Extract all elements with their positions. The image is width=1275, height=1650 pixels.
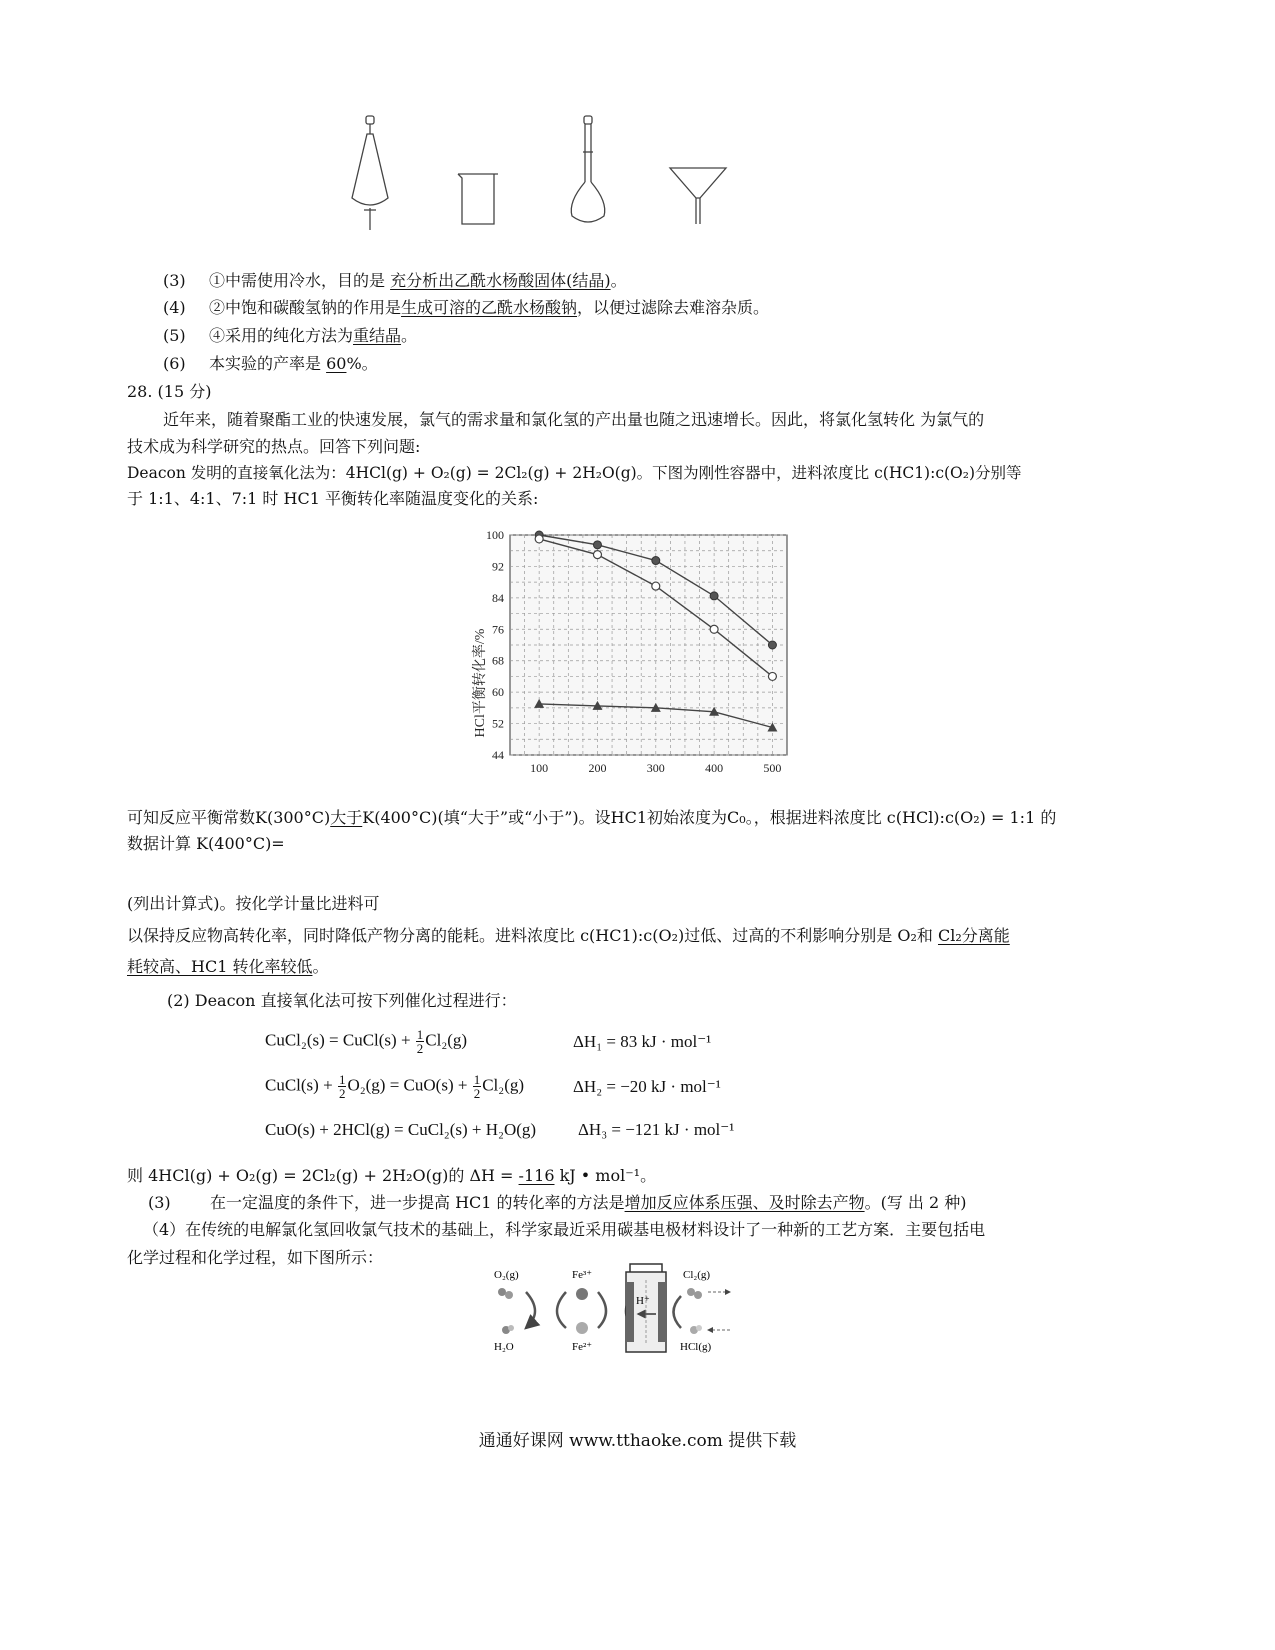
- item-5: (5) ④采用的纯化方法为重结晶。: [163, 326, 418, 345]
- part-4-line1: （4）在传统的电解氯化氢回收氯气技术的基础上，科学家最近采用碳基电极材料设计了一种新的工艺方案．主要包括电: [143, 1220, 986, 1239]
- calc-line: (列出计算式)。按化学计量比进料可: [127, 894, 380, 913]
- x-tick-label: 200: [588, 761, 607, 775]
- cl2-label: Cl₂(g): [683, 1269, 711, 1281]
- data-point-open-circle: [768, 672, 776, 680]
- equation-1-enthalpy: ΔH₁ = 83 kJ · mol⁻¹: [573, 1032, 712, 1051]
- o2-label: O₂(g): [494, 1269, 519, 1281]
- x-tick-label: 100: [530, 761, 549, 775]
- data-point-filled-circle: [710, 592, 718, 600]
- h2o-label: H₂O: [494, 1341, 514, 1353]
- x-tick-label: 500: [763, 761, 782, 775]
- hcl-conversion-chart: [462, 515, 842, 783]
- data-point-filled-circle: [593, 541, 601, 549]
- question-28-header: 28. (15 分): [127, 382, 212, 401]
- deacon-line1: Deacon 发明的直接氧化法为：4HCl(g) + O₂(g) = 2Cl₂(g) + 2H₂O(g)。下图为刚性容器中，进料浓度比 c(HC1):c(O₂)分别等: [127, 464, 1022, 482]
- y-tick-label: 84: [492, 590, 504, 605]
- part-2-heading: (2) Deacon 直接氧化法可按下列催化过程进行：: [167, 991, 517, 1010]
- electrolysis-cell: [626, 1264, 666, 1352]
- data-point-filled-circle: [652, 557, 660, 565]
- item-4: (4) ②中饱和碳酸氢钠的作用是生成可溶的乙酰水杨酸钠，以便过滤除去难溶杂质。: [163, 298, 770, 317]
- q28-intro-line2: 技术成为科学研究的热点。回答下列问题:: [127, 437, 421, 456]
- data-point-open-circle: [652, 582, 660, 590]
- part-4-line2: 化学过程和化学过程，如下图所示：: [127, 1248, 384, 1267]
- hcl-label: HCl(g): [680, 1341, 712, 1353]
- beaker-icon: [458, 174, 498, 224]
- fe3-label: Fe³⁺: [572, 1269, 593, 1281]
- equation-1: CuCl₂(s) = CuCl(s) + $\frac{1}{2}$ Cl₂(g): [265, 1027, 468, 1056]
- y-tick-label: 92: [492, 559, 504, 574]
- delta-h-answer-line: 则 4HCl(g) + O₂(g) = 2Cl₂(g) + 2H₂O(g)的 ΔH = -116 kJ • mol⁻¹。: [127, 1166, 657, 1185]
- k-comparison-line: 可知反应平衡常数K(300°C)大于K(400°C)(填“大于”或“小于”)。设HC1初始浓度为C₀。，根据进料浓度比 c(HCl):c(O₂) = 1:1 的: [127, 808, 1057, 827]
- part-3-line: (3) 在一定温度的条件下，进一步提高 HC1 的转化率的方法是增加反应体系压强、及时除去产物。(写 出 2 种): [148, 1193, 967, 1212]
- electrolysis-cycle-diagram: [486, 1262, 736, 1362]
- ratio-effect-line2: 耗较高、HC1 转化率较低。: [127, 957, 329, 976]
- chart-y-axis-label: HCl平衡转化率/%: [473, 628, 488, 738]
- k400-line: 数据计算 K(400°C)=: [127, 834, 285, 853]
- data-point-filled-circle: [768, 641, 776, 649]
- x-tick-label: 400: [705, 761, 724, 775]
- separatory-funnel-icon: [352, 116, 388, 230]
- equation-3-enthalpy: ΔH₃ = −121 kJ · mol⁻¹: [578, 1120, 735, 1139]
- y-tick-label: 52: [492, 716, 504, 731]
- y-tick-label: 60: [492, 685, 504, 700]
- funnel-icon: [670, 168, 726, 224]
- fe2-label: Fe²⁺: [572, 1341, 593, 1353]
- equation-3: CuO(s) + 2HCl(g) = CuCl₂(s) + H₂O(g): [265, 1120, 537, 1139]
- hplus-label: H⁺: [636, 1295, 650, 1307]
- equation-2: CuCl(s) + $\frac{1}{2}$ O₂(g) = CuO(s) + $\frac{1}{2}$ Cl₂(g): [265, 1072, 525, 1101]
- x-tick-label: 300: [646, 761, 665, 775]
- equation-2-enthalpy: ΔH₂ = −20 kJ · mol⁻¹: [573, 1077, 721, 1096]
- data-point-open-circle: [710, 625, 718, 633]
- y-tick-label: 100: [486, 528, 504, 542]
- data-point-open-circle: [535, 535, 543, 543]
- item-6: (6) 本实验的产率是 60%。: [163, 354, 378, 373]
- y-tick-label: 44: [492, 748, 504, 762]
- deacon-line2: 于 1:1、4:1、7:1 时 HC1 平衡转化率随温度变化的关系:: [127, 489, 539, 508]
- page-footer: 通通好课网 www.tthaoke.com 提供下载: [478, 1431, 797, 1451]
- volumetric-flask-icon: [571, 116, 605, 222]
- glassware-illustration: [350, 112, 730, 232]
- ratio-effect-line1: 以保持反应物高转化率，同时降低产物分离的能耗。进料浓度比 c(HC1):c(O₂)过低、过高的不利影响分别是 O₂和 Cl₂分离能: [127, 926, 1010, 945]
- item-3: (3) ①中需使用冷水，目的是 充分析出乙酰水杨酸固体(结晶)。: [163, 271, 627, 290]
- data-point-open-circle: [593, 551, 601, 559]
- q28-intro-line1: 近年来，随着聚酯工业的快速发展，氯气的需求量和氯化氢的产出量也随之迅速增长。因此，将氯化氢转化 为氯气的: [163, 410, 985, 429]
- y-tick-label: 68: [492, 653, 504, 668]
- y-tick-label: 76: [492, 622, 504, 637]
